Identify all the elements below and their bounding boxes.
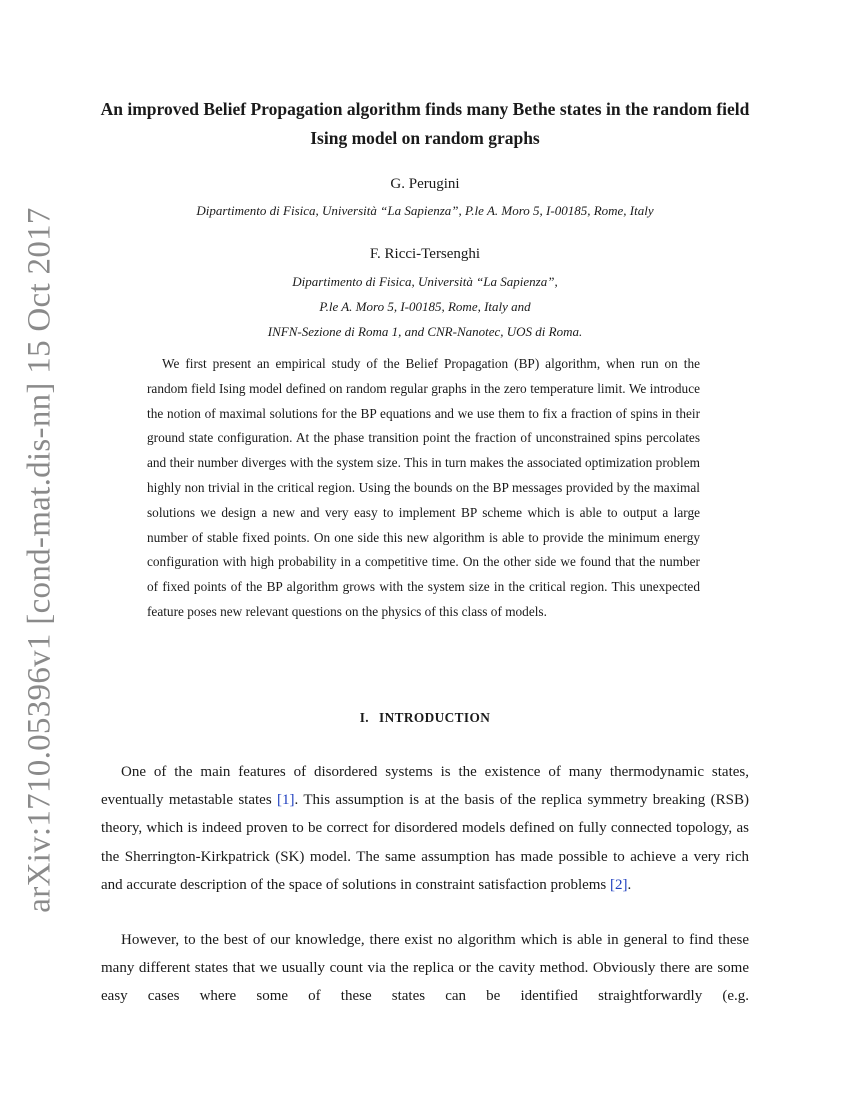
author-affiliation-2-line-1: Dipartimento di Fisica, Università “La Sapienza”, — [292, 274, 558, 289]
author-name-2: F. Ricci-Tersenghi — [369, 246, 481, 262]
paper-title: An improved Belief Propagation algorithm finds many Bethe states in the random field Ising model on random graphs — [100, 99, 750, 148]
intro-paragraph-2: However, to the best of our knowledge, there exist no algorithm which is able in general to find these many different states that we usually count via the replica or the cavity method. Obviously there are some easy cases where some of these states can be identified straightforwardly (e.g. — [101, 932, 749, 1005]
section-heading — [100, 710, 750, 726]
author-affiliation-1: Dipartimento di Fisica, Università “La Sapienza”, P.le A. Moro 5, I-00185, Rome, Italy — [196, 203, 654, 218]
section-title: INTRODUCTION — [379, 710, 491, 725]
arxiv-identifier: arXiv:1710.05396v1 [cond-mat.dis-nn] 15 Oct 2017 — [21, 207, 58, 913]
intro-paragraph-1 — [101, 758, 749, 899]
section-number: I. — [359, 710, 370, 725]
citation-link-2[interactable]: [2] — [610, 876, 628, 893]
author-name-1: G. Perugini — [390, 176, 460, 192]
paragraph-text: . — [627, 876, 632, 893]
abstract: We first present an empirical study of the Belief Propagation (BP) algorithm, when run on the random field Ising model defined on random regular graphs in the zero temperature limit. We introduce the notion of maximal solutions for the BP equations and we use them to fix a fraction of spins in their ground state configuration. At the phase transition point the fraction of unconstrained spins percolates and their number diverges with the system size. This in turn makes the associated optimization problem highly non trivial in the critical region. Using the bounds on the BP messages provided by the maximal solutions we design a new and very easy to implement BP scheme which is able to output a large number of stable fixed points. On one side this new algorithm is able to provide the minimum energy configuration with high probability in a competitive time. On the other side we found that the number of fixed points of the BP algorithm grows with the system size in the critical region. This unexpected feature poses new relevant questions on the physics of this class of models. — [147, 356, 700, 619]
paragraph-text: . This assumption is at the basis of the replica symmetry breaking (RSB) theory, which is indeed proven to be correct for disordered models defined on fully connected topology, as the Sherrington-Kirkpatrick (SK) model. The same assumption has made possible to achieve a very rich and accurate description of the space of solutions in constraint satisfaction problems — [101, 792, 749, 893]
paragraph-text: One of the main features of disordered systems is the existence of many thermodynamic states, eventually metastable states — [101, 764, 749, 809]
author-affiliation-2-line-3: INFN-Sezione di Roma 1, and CNR-Nanotec, UOS di Roma. — [267, 324, 583, 339]
citation-link-1[interactable]: [1] — [277, 792, 295, 809]
author-affiliation-2-line-2: P.le A. Moro 5, I-00185, Rome, Italy and — [319, 299, 531, 314]
